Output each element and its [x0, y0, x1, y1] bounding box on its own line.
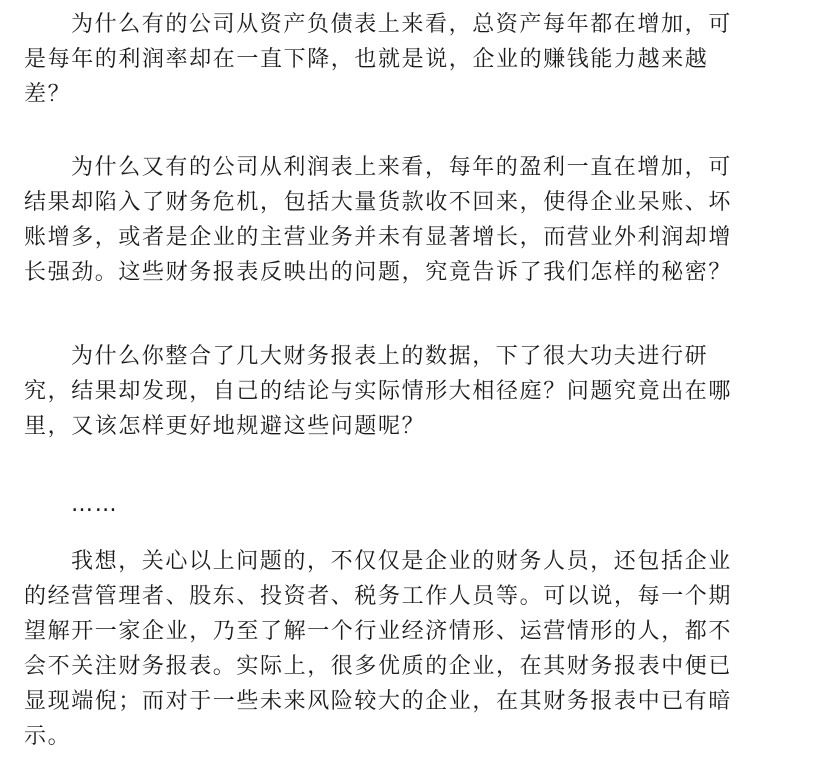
paragraph-line: 我想，关心以上问题的，不仅仅是企业的财务人员，还包括企业: [71, 549, 732, 574]
paragraph-line: 是每年的利润率却在一直下降，也就是说，企业的赚钱能力越来越: [24, 47, 709, 72]
paragraph-line: 为什么又有的公司从利润表上来看，每年的盈利一直在增加，可: [71, 155, 732, 180]
paragraph-1: [24, 8, 804, 112]
paragraph-line: 为什么有的公司从资产负债表上来看，总资产每年都在增加，可: [71, 12, 732, 37]
ellipsis-text: ……: [71, 492, 119, 517]
paragraph-line: 为什么你整合了几大财务报表上的数据，下了很大功夫进行研: [71, 344, 709, 369]
paragraph-line: 究，结果却发现，自己的结论与实际情形大相径庭？问题究竟出在哪: [24, 379, 733, 404]
paragraph-line: 结果却陷入了财务危机，包括大量货款收不回来，使得企业呆账、坏: [24, 190, 733, 215]
paragraph-line: 长强劲。这些财务报表反映出的问题，究竟告诉了我们怎样的秘密？: [24, 260, 733, 285]
paragraph-2: [24, 151, 804, 290]
paragraph-line: 差？: [24, 82, 72, 107]
paragraph-line: 里，又该怎样更好地规避这些问题呢？: [24, 414, 426, 439]
ellipsis-paragraph: [24, 488, 804, 522]
paragraph-line: 的经营管理者、股东、投资者、税务工作人员等。可以说，每一个期: [24, 584, 733, 609]
paragraph-line: 显现端倪；而对于一些未来风险较大的企业，在其财务报表中已有暗: [24, 689, 733, 714]
paragraph-line: 望解开一家企业，乃至了解一个行业经济情形、运营情形的人，都不: [24, 619, 733, 644]
paragraph-line: 示。: [24, 724, 72, 749]
paragraph-line: 会不关注财务报表。实际上，很多优质的企业，在其财务报表中便已: [24, 654, 733, 679]
paragraph-5: [24, 545, 804, 754]
paragraph-3: [24, 340, 804, 444]
paragraph-line: 账增多，或者是企业的主营业务并未有显著增长，而营业外利润却增: [24, 225, 733, 250]
